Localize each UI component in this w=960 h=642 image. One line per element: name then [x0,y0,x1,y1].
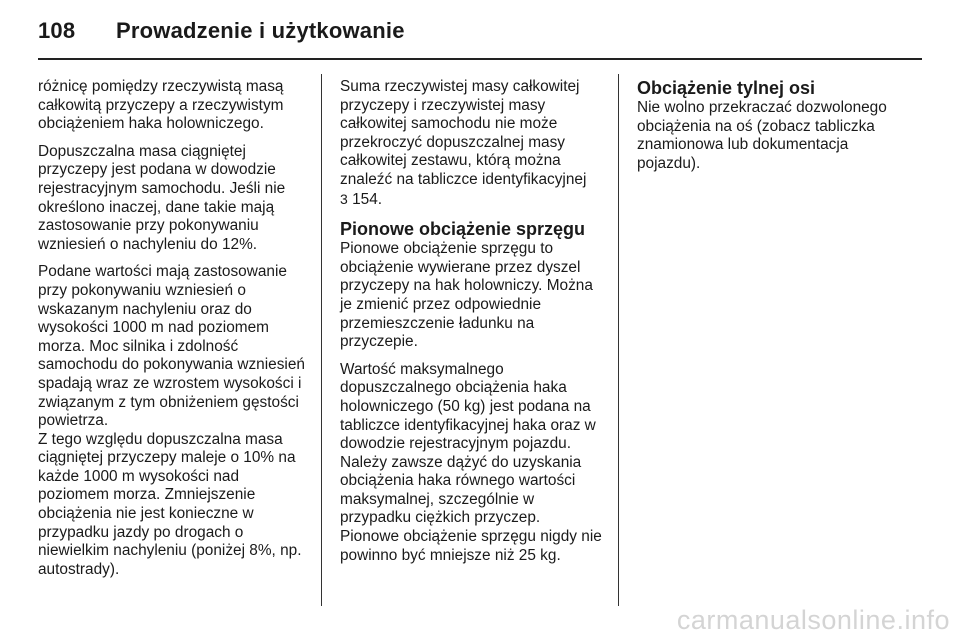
watermark: carmanualsonline.info [676,605,950,635]
page-reference-link[interactable]: 154. [352,190,383,208]
column-divider-2 [618,74,619,606]
paragraph [340,78,608,209]
paragraph: Z tego względu dopuszczalna masa ciągniętej przyczepy maleje o 10% na każde 1000 m wysokości nad poziomem morza. Zmniejszenie obciążenia nie jest konieczne w przypadku jazdy po drogach o niewielkim nachyleniu (poniżej 8%, np. autostrady). [38,430,302,578]
column-2 [340,78,608,574]
page-header [38,18,405,44]
section-heading: Pionowe obciążenie sprzęgu [340,219,586,240]
column-1 [38,78,310,588]
paragraph: Podane wartości mają zastosowanie przy pokonywaniu wzniesień o wskazanym nachyleniu oraz do wysokości 1000 m nad poziomem morza. Moc silnika i zdolność samochodu do pokonywania wzniesień spadają wraz ze wzrostem wysokości i związanym z tym obniżeniem gęstości powietrza. [38,263,305,430]
page-number: 108 [38,18,76,43]
page-reference-icon: 3 [340,190,348,207]
paragraph: różnicę pomiędzy rzeczywistą masą całkowitą przyczepy a rzeczywistym obciążeniem haka holowniczego. [38,78,284,133]
paragraph: Pionowe obciążenie sprzęgu nigdy nie powinno być mniejsze niż 25 kg. [340,528,602,564]
paragraph-text: Suma rzeczywistej masy całkowitej przyczepy i rzeczywistej masy całkowitej samochodu nie może przekroczyć dopuszczalnej masy całkowitej zestawu, którą można znaleźć na tabliczce identyfikacyjnej [340,78,587,188]
paragraph: Wartość maksymalnego dopuszczalnego obciążenia haka holowniczego (50 kg) jest podana na tabliczce identyfikacyjnej haka oraz w dowodzie rejestracyjnym pojazdu. Należy zawsze dążyć do uzyskania obciążenia haka równego wartości maksymalnej, szczególnie w przypadku ciężkich przyczep. [340,360,596,527]
paragraph: Dopuszczalna masa ciągniętej przyczepy jest podana w dowodzie rejestracyjnym samochodu. Jeśli nie określono inaczej, dane takie mają zastosowanie przy pokonywaniu wzniesień o nachyleniu do 12%. [38,142,286,253]
section-title: Prowadzenie i użytkowanie [116,18,405,43]
column-divider-1 [321,74,322,606]
paragraph: Pionowe obciążenie sprzęgu to obciążenie wywierane przez dyszel przyczepy na hak holowniczy. Można je zmienić przez odpowiednie przemieszczenie ładunku na przyczepie. [340,240,593,351]
column-3 [637,78,907,182]
header-rule [38,58,922,60]
section-heading: Obciążenie tylnej osi [637,78,816,98]
paragraph: Nie wolno przekraczać dozwolonego obciążenia na oś (zobacz tabliczka znamionowa lub dokumentacja pojazdu). [637,99,887,172]
